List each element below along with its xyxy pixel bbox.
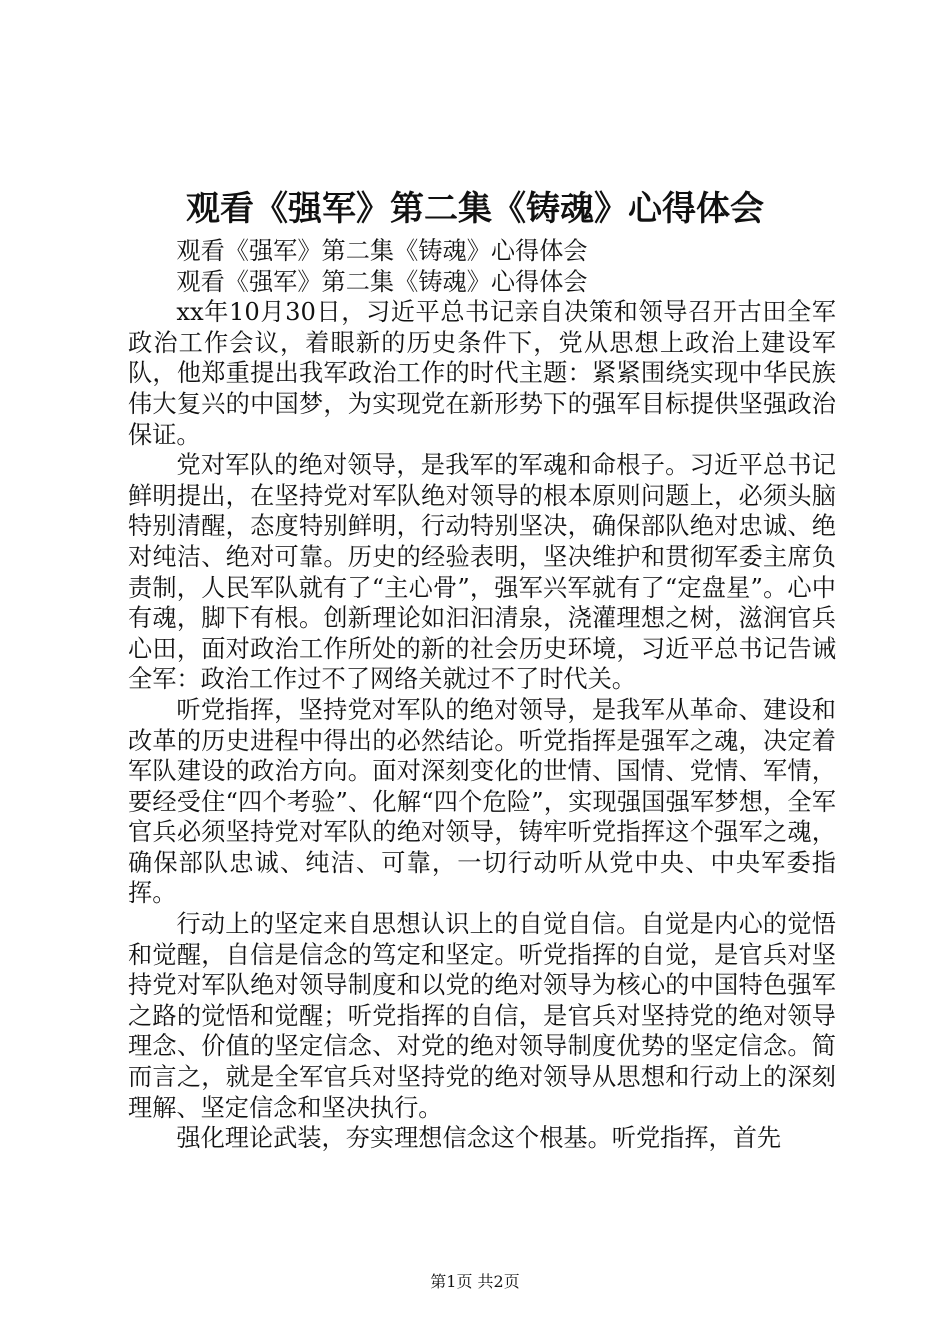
body-paragraph: 听党指挥，坚持党对军队的绝对领导，是我军从革命、建设和改革的历史进程中得出的必然结论。听党指挥是强军之魂，决定着军队建设的政治方向。面对深刻变化的世情、国情、党情、军情，要经受住“四个考验”、化解“四个危险”，实现强国强军梦想，全军官兵必须坚持党对军队的绝对领导，铸牢听党指挥这个强军之魂，确保部队忠诚、纯洁、可靠，一切行动听从党中央、中央军委指挥。 [128, 695, 836, 908]
subtitle-line: 观看《强军》第二集《铸魂》心得体会 [176, 267, 588, 296]
body-paragraph: 行动上的坚定来自思想认识上的自觉自信。自觉是内心的觉悟和觉醒，自信是信念的笃定和坚定。听党指挥的自觉，是官兵对坚持党对军队绝对领导制度和以党的绝对领导为核心的中国特色强军之路的觉悟和觉醒；听党指挥的自信，是官兵对坚持党的绝对领导理念、价值的坚定信念、对党的绝对领导制度优势的坚定信念。简而言之，就是全军官兵对坚持党的绝对领导从思想和行动上的深刻理解、坚定信念和坚决执行。 [128, 910, 836, 1122]
body-paragraph: 强化理论武装，夯实理想信念这个根基。听党指挥，首先 [176, 1124, 782, 1153]
document-title: 观看《强军》第二集《铸魂》心得体会 [186, 189, 764, 229]
subtitle-line: 观看《强军》第二集《铸魂》心得体会 [176, 237, 588, 265]
document-body [128, 236, 836, 1154]
body-paragraph: xx年10月30日，习近平总书记亲自决策和领导召开古田全军政治工作会议，着眼新的历史条件下，党从思想上政治上建设军队，他郑重提出我军政治工作的时代主题：紧紧围绕实现中华民族伟大复兴的中国梦，为实现党在新形势下的强军目标提供坚强政治保证。 [128, 298, 836, 449]
page-footer: 第1页 共2页 [430, 1272, 520, 1291]
body-paragraph: 党对军队的绝对领导，是我军的军魂和命根子。习近平总书记鲜明提出，在坚持党对军队绝对领导的根本原则问题上，必须头脑特别清醒，态度特别鲜明，行动特别坚决，确保部队绝对忠诚、绝对纯洁、绝对可靠。历史的经验表明，坚决维护和贯彻军委主席负责制，人民军队就有了“主心骨”，强军兴军就有了“定盘星”。心中有魂，脚下有根。创新理论如汩汩清泉，浇灌理想之树，滋润官兵心田，面对政治工作所处的新的社会历史环境，习近平总书记告诫全军：政治工作过不了网络关就过不了时代关。 [128, 451, 836, 694]
